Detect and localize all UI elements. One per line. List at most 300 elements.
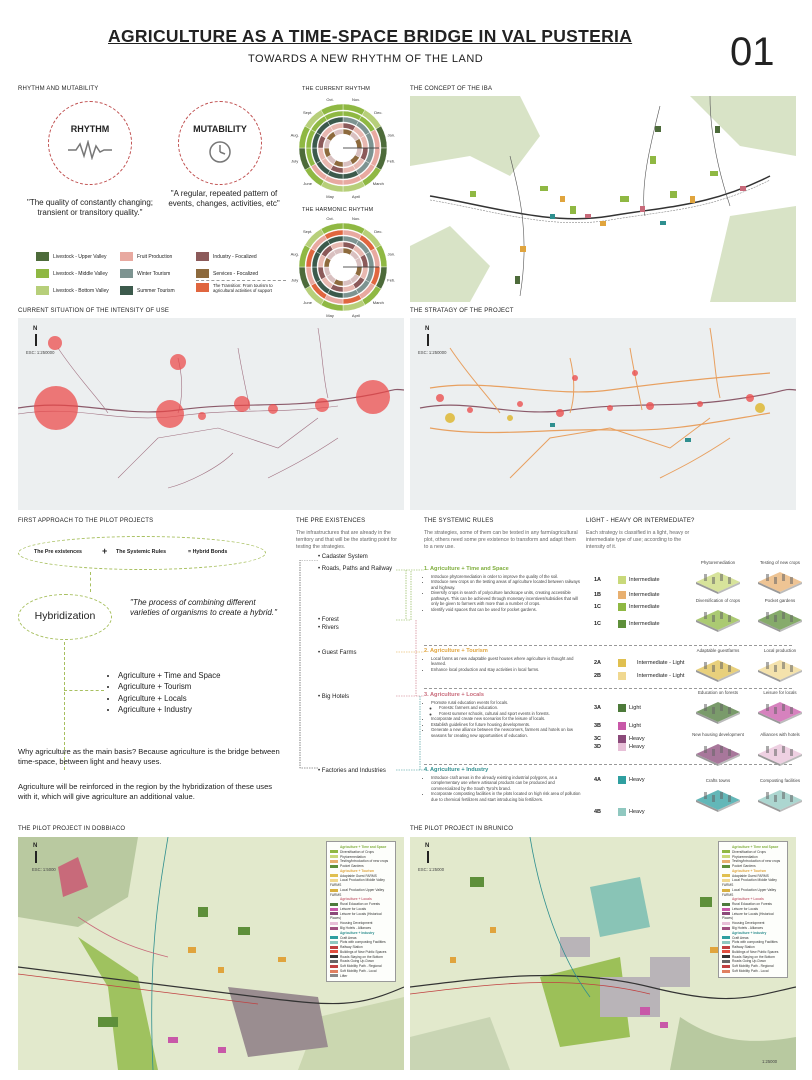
- map-legend-swatch: [330, 874, 338, 877]
- intensity-bubble: [268, 404, 278, 414]
- map-legend-swatch: [330, 898, 338, 901]
- combos-list: [118, 670, 221, 715]
- map-scale-bottom: 1:25000: [762, 1059, 778, 1064]
- map-legend-swatch: [722, 889, 730, 892]
- map-legend-label: Railway Station: [732, 945, 755, 950]
- map-legend-label: Diversification of Crops: [340, 849, 374, 854]
- plot-element: [704, 574, 707, 581]
- rule-point: • Introduce craft areas in the already existing industrial polygons, as a complementary use where artisanal products can be produced and commercialized by the South Tyrol's brand.: [431, 775, 584, 791]
- map-legend-swatch: [722, 941, 730, 944]
- tag-code: 1C: [594, 604, 602, 610]
- brunico-legend: [718, 841, 788, 978]
- brunico-map: [410, 837, 796, 1070]
- map-legend-swatch: [330, 869, 338, 872]
- map-legend-swatch: [330, 889, 338, 892]
- north-arrow-icon: [427, 334, 429, 346]
- map-scale: ESC: 1:250000: [26, 350, 55, 355]
- map-legend-swatch: [722, 970, 730, 973]
- tag-label: Light: [629, 705, 641, 711]
- map-legend-swatch: [722, 912, 730, 915]
- plot-element: [704, 792, 707, 799]
- tag-swatch: [618, 576, 626, 584]
- intensity-tag: [594, 620, 660, 628]
- rule-title: 2. Agriculture + Tourism: [424, 648, 488, 654]
- wheel-month-label: Aug.: [290, 132, 299, 138]
- intensity-bubble: [234, 396, 250, 412]
- wheel-month-label: July: [291, 277, 299, 283]
- rule-title: 4. Agriculture + Industry: [424, 767, 489, 773]
- intensity-tag: [594, 743, 645, 751]
- plot-base: [758, 744, 802, 764]
- map-legend-label: Buildings of New Public Spaces: [732, 949, 779, 954]
- rule-divider: [424, 688, 792, 689]
- map-legend-label: Lifter: [340, 973, 348, 978]
- isometric-plot-icon: [690, 654, 746, 682]
- legend-item: [120, 252, 172, 261]
- illustration-tile: [752, 598, 808, 637]
- why-text: Why agriculture as the main basis? Because agriculture is the bridge between time-space, between light and heavy uses.: [18, 747, 280, 766]
- pre-existences-desc: The infrastructures that are already in the territory and that will be the starting point for testing the strategies.: [296, 530, 397, 551]
- formula-plus: +: [102, 546, 108, 556]
- plot-base: [758, 572, 802, 592]
- map-legend-label: Leisure for Locals: [340, 906, 367, 911]
- plot-base: [696, 660, 740, 680]
- strategy-title: THE STRATAGY OF THE PROJECT: [410, 308, 514, 314]
- intensity-tag: [594, 659, 684, 667]
- map-legend-swatch: [722, 874, 730, 877]
- north-arrow-icon: [35, 334, 37, 346]
- plot-element: [712, 577, 715, 584]
- illustration-tile: [752, 690, 808, 729]
- harmonic-rhythm-wheel: [288, 212, 398, 322]
- map-legend-swatch: [722, 955, 730, 958]
- plot-base: [758, 702, 802, 722]
- isometric-plot-icon: [752, 696, 808, 724]
- plot-element: [774, 577, 777, 584]
- rule-point: ◦ Forest summer schools, cultural and sport events in forests.: [439, 711, 584, 716]
- legend-item: [36, 269, 108, 278]
- tag-label: Intermediate: [629, 621, 660, 627]
- map-legend-swatch: [330, 946, 338, 949]
- illustration-tile: [752, 778, 808, 817]
- pre-item-label: Forest: [321, 617, 339, 623]
- illustration-tile: [690, 732, 746, 771]
- legend-item: [196, 283, 286, 293]
- formula-systemic: The Systemic Rules: [116, 549, 167, 555]
- map-legend-swatch: [330, 931, 338, 934]
- plot-element: [774, 707, 777, 714]
- tag-code: 3D: [594, 744, 602, 750]
- legend-item: [196, 269, 258, 278]
- legend-swatch: [36, 286, 49, 295]
- harmonic-rhythm-title: THE HARMONIC RHYTHM: [302, 207, 374, 213]
- legend-swatch: [120, 252, 133, 261]
- legend-item: [36, 286, 109, 295]
- plot-element: [728, 795, 731, 802]
- map-legend-label: Agriculture + Locals: [732, 897, 764, 902]
- map-legend-label: Local Production Middle Valley FARMS: [722, 878, 777, 888]
- illustration-tile: [690, 648, 746, 687]
- rule-point: • Identify void spaces that can be used for pocket gardens.: [431, 607, 584, 612]
- rule-point: • Diversify crops in search of polyculture landscape units, creating accessible pathways. This can be achieved through monetary incentives/subsidies that will only be given to farmers with more than a number of crops.: [431, 590, 584, 606]
- systemic-desc: The strategies, some of them can be tested in any farm/agricultural plot, others need some pre existence to transform and adapt them to a new use.: [424, 530, 578, 551]
- plot-element: [766, 612, 769, 619]
- tag-swatch: [618, 808, 626, 816]
- illustration-tile: [690, 598, 746, 637]
- intensity-tag: [594, 603, 660, 611]
- rule-point: • Establish guidelines for future housing developments.: [431, 722, 584, 727]
- tag-code: 3A: [594, 705, 602, 711]
- plot-element: [766, 662, 769, 669]
- map-legend-label: Phytoremediation: [732, 854, 758, 859]
- map-legend-swatch: [330, 974, 338, 977]
- tag-swatch: [618, 722, 626, 730]
- rule-point: • Introduce new crops on the testing areas of agriculture located between railways and highway.: [431, 579, 584, 590]
- map-legend-item: [722, 912, 784, 922]
- illustration-caption: Testing of new crops: [759, 560, 801, 565]
- map-legend-swatch: [722, 931, 730, 934]
- pre-item: • Big Hotels: [318, 694, 350, 700]
- intensity-tag: [594, 672, 684, 680]
- intensity-bubble: [198, 412, 206, 420]
- wheel-month-label: March: [372, 299, 384, 305]
- map-legend-label: Local Production Middle Valley FARMS: [330, 878, 385, 888]
- map-legend-label: Adaptable Guest FARMS: [732, 873, 769, 878]
- map-legend-swatch: [722, 865, 730, 868]
- map-legend-swatch: [330, 955, 338, 958]
- intensity-bubble: [356, 380, 390, 414]
- map-legend-swatch: [722, 855, 730, 858]
- tag-swatch: [618, 659, 626, 667]
- dashed-connector: [64, 690, 104, 691]
- map-legend-label: Soft Mobility Path - Regional: [732, 964, 774, 969]
- tag-swatch: [618, 591, 626, 599]
- formula-pre: The Pre existences: [34, 549, 82, 555]
- map-legend-label: Soft Mobility Path - Regional: [340, 964, 382, 969]
- map-legend-swatch: [722, 965, 730, 968]
- rule-point: • Promote rural education events for locals.: [431, 700, 584, 705]
- map-legend-label: Phytoremediation: [340, 854, 366, 859]
- rule-point: • Incorporate composting facilities in the plots located on high risk area of pollution due to chemical fertilizers and start introducing bio fertilizers.: [431, 791, 584, 802]
- map-legend-label: Diversification of Crops: [732, 849, 766, 854]
- plot-element: [712, 707, 715, 714]
- plot-element: [774, 615, 777, 622]
- map-scale: ESC: 1:250000: [418, 350, 447, 355]
- isometric-plot-icon: [752, 784, 808, 812]
- tag-swatch: [618, 603, 626, 611]
- mutability-quote: "A regular, repeated pattern of events, changes, activities, etc": [168, 189, 280, 208]
- plot-element: [720, 704, 723, 711]
- plot-element: [782, 792, 785, 799]
- plot-element: [704, 662, 707, 669]
- illustration-tile: [690, 560, 746, 599]
- map-legend-item: [722, 888, 784, 898]
- light-heavy-desc: Each strategy is classified in a light, heavy or intermediate type of use; according to the intensity of it.: [586, 530, 690, 551]
- intensity-tag: [594, 576, 660, 584]
- plot-element: [790, 795, 793, 802]
- legend-label: Summer Tourism: [137, 287, 175, 294]
- legend-label: Services - Focalized: [213, 270, 259, 277]
- map-legend-swatch: [330, 908, 338, 911]
- iba-title: THE CONCEPT OF THE IBA: [410, 86, 493, 92]
- legend-item: [120, 286, 175, 295]
- map-legend-label: Rural Education on Forests: [340, 902, 380, 907]
- plot-element: [782, 574, 785, 581]
- plot-element: [712, 795, 715, 802]
- illustration-tile: [690, 690, 746, 729]
- plot-element: [774, 795, 777, 802]
- light-heavy-title: LIGHT - HEAVY OR INTERMEDIATE?: [586, 518, 695, 524]
- plot-base: [696, 744, 740, 764]
- map-legend-swatch: [722, 936, 730, 939]
- map-legend-label: Roads Going Up-Down: [340, 959, 374, 964]
- wheel-month-label: July: [291, 158, 299, 164]
- tag-code: 4A: [594, 777, 602, 783]
- legend-label: Winter Tourism: [137, 270, 171, 277]
- map-legend-swatch: [330, 912, 338, 915]
- map-legend-label: Rural Education on Forests: [732, 902, 772, 907]
- map-legend-label: Roads Staying on the Bottom: [340, 954, 383, 959]
- plot-element: [720, 612, 723, 619]
- map-legend-swatch: [330, 846, 338, 849]
- map-legend-label: Local Production Upper Valley FARMS: [722, 887, 777, 897]
- plot-element: [704, 704, 707, 711]
- dobbiaco-legend: [326, 841, 396, 982]
- map-legend-swatch: [722, 950, 730, 953]
- map-legend-swatch: [722, 908, 730, 911]
- wheel-month-label: April: [351, 312, 360, 318]
- map-legend-swatch: [330, 960, 338, 963]
- map-legend-label: Housing Development: [340, 921, 373, 926]
- pre-item: • Forest: [318, 617, 339, 623]
- mutability-label: MUTABILITY: [193, 124, 247, 134]
- intensity-bubble: [156, 400, 184, 428]
- north-arrow-label: N: [33, 326, 38, 332]
- map-legend-label: Plots with composting Facilities: [732, 940, 778, 945]
- isometric-plot-icon: [752, 604, 808, 632]
- map-legend-label: Roads Going Up-Down: [732, 959, 766, 964]
- intensity-bubble: [34, 386, 78, 430]
- north-arrow-icon: [427, 851, 429, 863]
- map-legend-swatch: [330, 950, 338, 953]
- pre-existences-title: THE PRE EXISTENCES: [296, 518, 366, 524]
- wheel-month-label: Nov.: [351, 97, 360, 103]
- isometric-plot-icon: [690, 604, 746, 632]
- map-legend-label: Agriculture + Time and Space: [340, 845, 387, 849]
- pre-item-label: Big Hotels: [321, 694, 350, 700]
- north-arrow-icon: [35, 851, 37, 863]
- plot-element: [728, 749, 731, 756]
- map-legend-label: Adaptable Guest FARMS: [340, 873, 377, 878]
- illustration-caption: Phytoremediation: [700, 560, 736, 565]
- tag-code: 1A: [594, 577, 602, 583]
- plot-element: [720, 574, 723, 581]
- pilot-brunico-title: THE PILOT PROJECT IN BRUNICO: [410, 826, 514, 832]
- map-legend-label: Buildings of New Public Spaces: [340, 949, 387, 954]
- legend-label: Fruit Production: [137, 253, 173, 260]
- map-legend-label: Big Hotels - Alliances: [732, 926, 763, 931]
- map-scale: ESC: 1:5000: [32, 867, 56, 872]
- map-legend-swatch: [722, 860, 730, 863]
- tag-swatch: [618, 743, 626, 751]
- legend-swatch: [36, 269, 49, 278]
- north-arrow-label: N: [425, 843, 430, 849]
- legend-label: Industry - Focalized: [213, 253, 257, 260]
- pre-item-label: Guest Farms: [321, 650, 357, 656]
- tag-code: 1C: [594, 621, 602, 627]
- wheel-month-label: Oct.: [326, 216, 334, 222]
- plot-element: [704, 612, 707, 619]
- plot-element: [766, 746, 769, 753]
- iba-map: [410, 96, 796, 302]
- map-legend-label: Local Production Upper Valley FARMS: [330, 887, 385, 897]
- illustration-caption: New housing development: [692, 732, 744, 737]
- tag-label: Heavy: [629, 809, 645, 815]
- illustration-caption: Crafts towns: [705, 778, 731, 783]
- page-subtitle: TOWARDS A NEW RHYTHM OF THE LAND: [248, 53, 484, 65]
- legend-swatch: [120, 286, 133, 295]
- map-legend-label: Railway Station: [340, 945, 363, 950]
- tag-swatch: [618, 735, 626, 743]
- tag-label: Heavy: [629, 777, 645, 783]
- plot-element: [782, 612, 785, 619]
- map-legend-swatch: [722, 850, 730, 853]
- page-title: AGRICULTURE AS A TIME-SPACE BRIDGE IN VAL PUSTERIA: [108, 26, 633, 46]
- north-arrow-label: N: [33, 843, 38, 849]
- rule-point: • Introduce phytoremediation in order to improve the quality of the soil.: [431, 574, 584, 579]
- illustration-caption: Leisure for locals: [763, 690, 797, 695]
- section-rhythm-title: RHYTHM AND MUTABILITY: [18, 86, 99, 92]
- legend-swatch: [196, 283, 209, 292]
- isometric-plot-icon: [690, 696, 746, 724]
- illustration-tile: [752, 560, 808, 599]
- rule-point: ◦ Forests: farmers and education.: [439, 705, 584, 710]
- tag-label: Intermediate: [629, 577, 660, 583]
- systemic-title: THE SYSTEMIC RULES: [424, 518, 494, 524]
- map-legend-label: Testing/Introduction of new crops: [340, 859, 389, 864]
- plot-element: [704, 746, 707, 753]
- rule-point: • Local farms as new adaptable guest houses where agriculture is thought and learned.: [431, 656, 584, 667]
- rule-block-4: [424, 767, 584, 802]
- isometric-plot-icon: [690, 738, 746, 766]
- combo-item: • Agriculture + Locals: [118, 693, 221, 704]
- map-legend-item: [330, 878, 392, 888]
- plot-base: [696, 790, 740, 810]
- formula-result: = Hybrid Bonds: [188, 549, 228, 555]
- sheet-number: 01: [730, 30, 775, 74]
- map-legend-label: Leisure for Locals: [732, 906, 759, 911]
- map-legend-swatch: [330, 965, 338, 968]
- wheel-month-label: Jan.: [387, 251, 396, 257]
- map-legend-swatch: [330, 855, 338, 858]
- map-legend-label: Big Hotels - Alliances: [340, 926, 371, 931]
- first-approach-title: FIRST APPROACH TO THE PILOT PROJECTS: [18, 518, 154, 524]
- legend-item: [196, 252, 257, 261]
- map-legend-label: Soft Mobility Path - Local: [340, 968, 377, 973]
- plot-element: [790, 615, 793, 622]
- plot-base: [696, 572, 740, 592]
- clock-icon: [208, 140, 232, 164]
- map-legend-label: Pocket Gardens: [732, 864, 756, 869]
- wheel-month-label: Dec.: [374, 229, 383, 235]
- isometric-plot-icon: [752, 654, 808, 682]
- pre-item-label: Cadaster System: [321, 554, 368, 560]
- map-legend-label: Testing/Introduction of new crops: [732, 859, 781, 864]
- map-legend-swatch: [330, 860, 338, 863]
- intensity-bubble: [170, 354, 186, 370]
- map-legend-swatch: [330, 936, 338, 939]
- tag-label: Intermediate - Light: [637, 673, 685, 679]
- intensity-tag: [594, 808, 645, 816]
- map-legend-label: Leisure for Locals (Historical Places): [722, 911, 774, 921]
- map-legend-label: Agriculture + Tourism: [340, 868, 375, 873]
- pre-item-label: Roads, Paths and Railway: [321, 566, 393, 572]
- map-legend-swatch: [722, 869, 730, 872]
- plot-element: [782, 662, 785, 669]
- plot-element: [766, 704, 769, 711]
- tag-label: Intermediate - Light: [637, 660, 685, 666]
- tag-swatch: [618, 704, 626, 712]
- pre-item: • Guest Farms: [318, 650, 357, 656]
- wheel-month-label: Oct.: [326, 97, 334, 103]
- tag-code: 2A: [594, 660, 602, 666]
- map-legend-label: Agriculture + Industry: [340, 930, 375, 935]
- tag-code: 3C: [594, 736, 602, 742]
- tag-swatch: [618, 672, 626, 680]
- tag-code: 2B: [594, 673, 602, 679]
- wheel-month-label: Sept.: [302, 229, 313, 235]
- current-rhythm-wheel: [288, 93, 398, 203]
- map-legend-label: Craft Areas: [732, 935, 749, 940]
- dobbiaco-map: [18, 837, 404, 1070]
- map-legend-swatch: [330, 865, 338, 868]
- plot-element: [790, 665, 793, 672]
- map-legend-label: Agriculture + Time and Space: [732, 845, 779, 849]
- intensity-tag: [594, 735, 645, 743]
- map-legend-swatch: [722, 903, 730, 906]
- plot-element: [790, 577, 793, 584]
- combo-item: • Agriculture + Industry: [118, 704, 221, 715]
- map-legend-item: [330, 912, 392, 922]
- map-legend-label: Agriculture + Tourism: [732, 868, 767, 873]
- map-legend-label: Roads Staying on the Bottom: [732, 954, 775, 959]
- tag-label: Intermediate: [629, 592, 660, 598]
- plot-element: [782, 746, 785, 753]
- rule-point: • Generate a new alliance between the newcomers, farmers and hotels on low seasons for creating new opportunities of education.: [431, 727, 584, 738]
- plot-element: [720, 792, 723, 799]
- rhythm-quote: "The quality of constantly changing; transient or transitory quality.": [26, 198, 154, 217]
- plot-base: [696, 610, 740, 630]
- pre-item-label: Factories and Industries: [321, 768, 386, 774]
- illustration-caption: Pocket gardens: [764, 598, 796, 603]
- map-legend-label: Agriculture + Locals: [340, 897, 372, 902]
- plot-element: [720, 662, 723, 669]
- legend-swatch: [120, 269, 133, 278]
- tag-code: 4B: [594, 809, 602, 815]
- connector-lines: [296, 560, 426, 780]
- hybridization-label: Hybridization: [34, 610, 96, 622]
- intensity-tag: [594, 704, 641, 712]
- strategy-map: [410, 318, 796, 510]
- tag-code: 3B: [594, 723, 602, 729]
- current-rhythm-title: THE CURRENT RHYTHM: [302, 86, 370, 92]
- tag-label: Heavy: [629, 744, 645, 750]
- plot-element: [774, 665, 777, 672]
- legend-swatch: [196, 269, 209, 278]
- map-legend-swatch: [330, 903, 338, 906]
- plot-element: [782, 704, 785, 711]
- pre-item-label: Rivers: [321, 625, 339, 631]
